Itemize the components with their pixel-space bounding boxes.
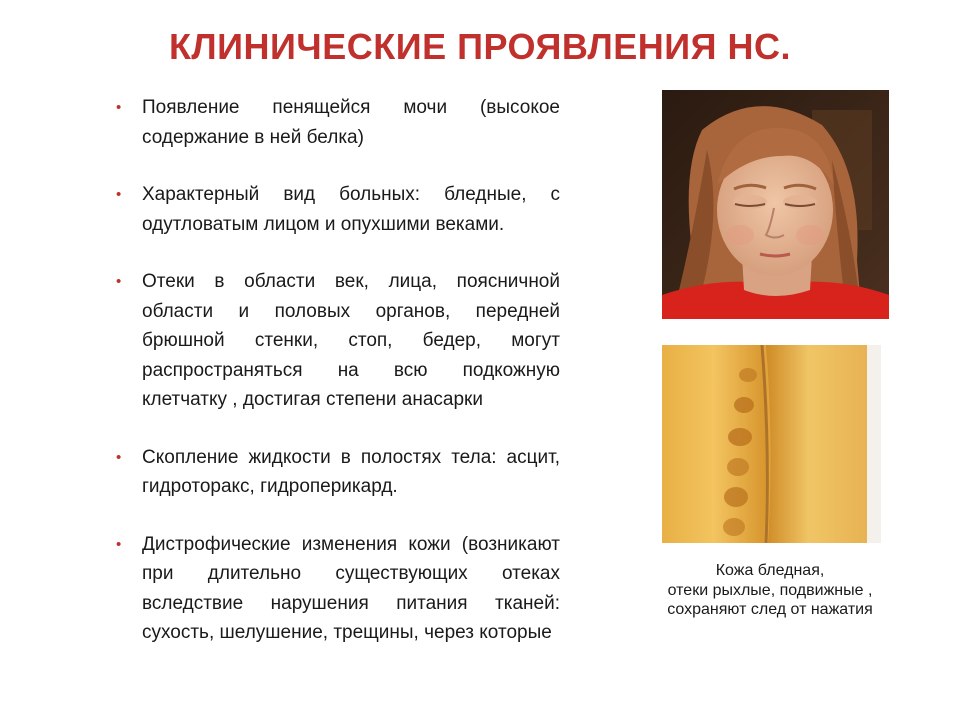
bullet-item [112, 530, 560, 648]
caption-line: Кожа бледная, [715, 562, 825, 579]
legs-edema-photo [662, 345, 881, 543]
bullet-text: Дистрофические изменения кожи (возникают при длительно существующих отеках вследствие нарушения питания тканей: сухость, шелушение, трещины, через которые [142, 533, 560, 643]
bullet-item [112, 443, 560, 502]
bullet-text: Характерный вид больных: бледные, с одутловатым лицом и опухшими веками. [142, 184, 560, 235]
bullet-marker: • [116, 535, 122, 553]
bullet-marker: • [116, 448, 122, 466]
bullet-marker: • [116, 99, 122, 116]
patient-face-illustration [662, 90, 889, 319]
legs-edema-illustration [662, 345, 881, 543]
bullet-text: Появление пенящейся мочи (высокое содержание в ней белка) [142, 97, 560, 148]
slide-title: КЛИНИЧЕСКИЕ ПРОЯВЛЕНИЯ НС. [168, 26, 792, 67]
caption-line: сохраняют след от нажатия [667, 601, 873, 618]
bullet-marker: • [116, 186, 122, 203]
bullet-text: Скопление жидкости в полостях тела: асцит, гидроторакс, гидроперикард. [142, 446, 560, 497]
bullet-item [112, 267, 560, 415]
bullet-marker: • [116, 273, 122, 290]
bullet-item [112, 180, 560, 239]
bullet-list [112, 93, 560, 676]
caption-line: отеки рыхлые, подвижные , [667, 581, 873, 599]
patient-face-photo [662, 90, 889, 319]
photo-caption [640, 561, 900, 620]
bullet-text: Отеки в области век, лица, поясничной области и половых органов, передней брюшной стенки, стоп, бедер, могут распространяться на всю подкожную клетчатку , достигая степени анасарки [142, 271, 560, 410]
bullet-item [112, 93, 560, 152]
